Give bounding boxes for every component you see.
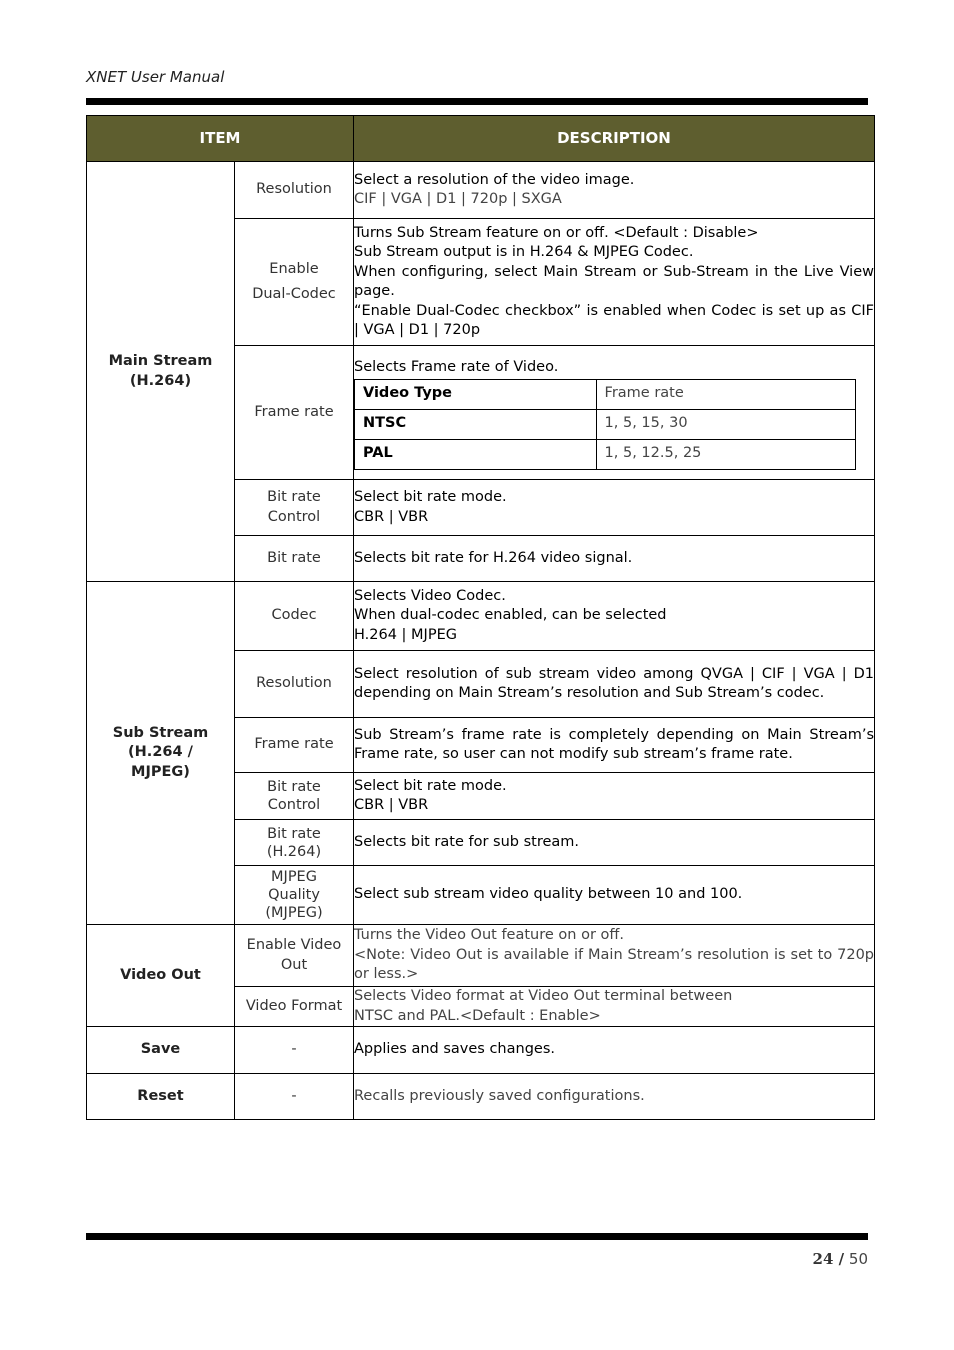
item-description: Select bit rate mode. CBR | VBR [354, 773, 875, 820]
video-out-label: Video Out [87, 925, 235, 1027]
item-name: Resolution [235, 651, 354, 718]
sub-stream-label: Sub Stream (H.264 / MJPEG) [87, 582, 235, 925]
manual-title: XNET User Manual [86, 68, 225, 86]
item-name: Codec [235, 582, 354, 651]
item-name: Frame rate [235, 718, 354, 773]
item-name: - [235, 1027, 354, 1074]
item-name: Bit rate (H.264) [235, 820, 354, 866]
item-name: Resolution [235, 162, 354, 219]
inner-cell: 1, 5, 15, 30 [596, 409, 855, 439]
frame-rate-table [354, 379, 856, 470]
item-description: Select sub stream video quality between 10 and 100. [354, 866, 875, 925]
item-description: Selects bit rate for sub stream. [354, 820, 875, 866]
item-name: Enable Dual-Codec [235, 219, 354, 346]
total-pages: 50 [848, 1250, 868, 1268]
item-name: MJPEG Quality (MJPEG) [235, 866, 354, 925]
item-description: Turns the Video Out feature on or off. <Note: Video Out is available if Main Stream’s resolution is set to 720p or less.> [354, 925, 875, 987]
item-description: Turns Sub Stream feature on or off. <Default : Disable> Sub Stream output is in H.264 & MJPEG Codec. When configuring, select Main Stream or Sub-Stream in the Live View page. “Enable Dual-Codec checkbox” is enabled when Codec is set up as CIF | VGA | D1 | 720p [354, 219, 875, 346]
inner-header-cell: Frame rate [596, 379, 855, 409]
item-name: Bit rate [235, 536, 354, 582]
current-page: 24 / [812, 1250, 845, 1268]
item-description: Recalls previously saved configurations. [354, 1074, 875, 1120]
item-name: - [235, 1074, 354, 1120]
item-name: Bit rate Control [235, 773, 354, 820]
col-description-header: DESCRIPTION [354, 116, 875, 162]
table-row [87, 162, 875, 219]
item-description: Sub Stream’s frame rate is completely depending on Main Stream’s Frame rate, so user can not modify sub stream’s frame rate. [354, 718, 875, 773]
item-description: Selects Video format at Video Out terminal between NTSC and PAL.<Default : Enable> [354, 987, 875, 1027]
header-rule [86, 98, 868, 105]
item-name: Enable Video Out [235, 925, 354, 987]
main-stream-label: Main Stream (H.264) [87, 162, 235, 582]
inner-cell: PAL [355, 439, 597, 469]
item-description: Applies and saves changes. [354, 1027, 875, 1074]
inner-cell: 1, 5, 12.5, 25 [596, 439, 855, 469]
table-row [87, 1074, 875, 1120]
table-row [87, 925, 875, 987]
item-name: Video Format [235, 987, 354, 1027]
table-header-row [87, 116, 875, 162]
item-description: Selects bit rate for H.264 video signal. [354, 536, 875, 582]
item-description: Select bit rate mode. CBR | VBR [354, 480, 875, 536]
inner-header-cell: Video Type [355, 379, 597, 409]
table-row [87, 582, 875, 651]
page-number [813, 1250, 868, 1268]
item-description: Selects Frame rate of Video. Video Type Frame rate NTSC 1, 5, 15, 30 PAL 1, 5, 12.5, 25 [354, 346, 875, 480]
table-row [87, 1027, 875, 1074]
item-description: Selects Video Codec. When dual-codec enabled, can be selected H.264 | MJPEG [354, 582, 875, 651]
item-description: Select a resolution of the video image. CIF | VGA | D1 | 720p | SXGA [354, 162, 875, 219]
item-description: Select resolution of sub stream video among QVGA | CIF | VGA | D1 depending on Main Stream’s resolution and Sub Stream’s codec. [354, 651, 875, 718]
settings-table [86, 115, 875, 1120]
save-label: Save [87, 1027, 235, 1074]
footer-rule [86, 1233, 868, 1240]
inner-cell: NTSC [355, 409, 597, 439]
reset-label: Reset [87, 1074, 235, 1120]
item-name: Bit rate Control [235, 480, 354, 536]
col-item-header: ITEM [87, 116, 354, 162]
item-name: Frame rate [235, 346, 354, 480]
